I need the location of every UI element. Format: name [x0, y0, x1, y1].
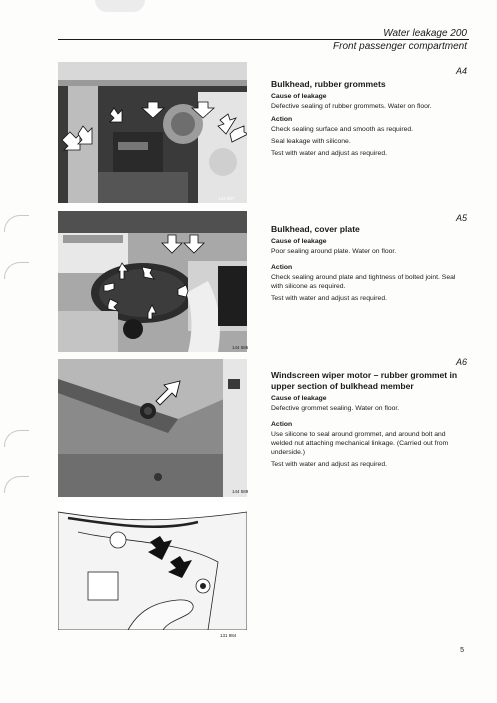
cause-heading: Cause of leakage: [271, 395, 327, 402]
action-step: Test with water and adjust as required.: [271, 150, 387, 157]
drawing-underside-grommet: [58, 502, 247, 630]
figure-number: 144 587: [218, 196, 235, 201]
section-id: A5: [455, 213, 467, 223]
section-a4: [271, 79, 467, 161]
section-title: Bulkhead, rubber grommets: [271, 79, 386, 89]
cause-text: Defective grommet sealing. Water on floor.: [271, 405, 400, 412]
action-step: Check sealing surface and smooth as required.: [271, 126, 414, 133]
action-heading: Action: [271, 264, 293, 271]
binder-hole: [4, 430, 29, 447]
binder-hole: [4, 476, 29, 493]
cause-text: Poor sealing around plate. Water on floor.: [271, 248, 397, 255]
section-a5: [271, 224, 467, 306]
cause-text: Defective sealing of rubber grommets. Water on floor.: [271, 103, 432, 110]
binder-hole: [4, 262, 29, 279]
section-id: A6: [455, 357, 467, 367]
section-title: Bulkhead, cover plate: [271, 224, 360, 234]
action-step: Seal leakage with silicone.: [271, 138, 351, 145]
page-number: 5: [460, 647, 464, 654]
page-header: [333, 27, 467, 53]
section-id: A4: [455, 66, 467, 76]
header-rule: [58, 39, 469, 40]
photo-engine-bay-grommets: [58, 62, 247, 203]
action-heading: Action: [271, 421, 293, 428]
section-a6: [271, 370, 467, 472]
scan-smudge: [95, 0, 145, 12]
binder-hole: [4, 215, 29, 232]
action-heading: Action: [271, 116, 293, 123]
cause-heading: Cause of leakage: [271, 238, 327, 245]
figure-number: 131 984: [220, 633, 237, 638]
action-step: Test with water and adjust as required.: [271, 295, 387, 302]
action-step: Check sealing around plate and tightness of bolted joint. Seal with silicone as required.: [271, 274, 456, 290]
figure-number: 144 586: [232, 345, 249, 350]
figure-number: 144 589: [232, 489, 249, 494]
photo-cover-plate: [58, 211, 247, 352]
section-title: Windscreen wiper motor – rubber grommet in upper section of bulkhead member: [271, 370, 458, 391]
photo-wiper-motor-grommet: [58, 359, 247, 497]
header-subtitle: Front passenger compartment: [333, 41, 467, 52]
action-step: Use silicone to seal around grommet, and around bolt and welded nut attaching mechanical linkage. (Carried out from underside.): [271, 431, 449, 456]
header-chapter: Water leakage 200: [383, 28, 467, 39]
action-step: Test with water and adjust as required.: [271, 461, 387, 468]
cause-heading: Cause of leakage: [271, 93, 327, 100]
